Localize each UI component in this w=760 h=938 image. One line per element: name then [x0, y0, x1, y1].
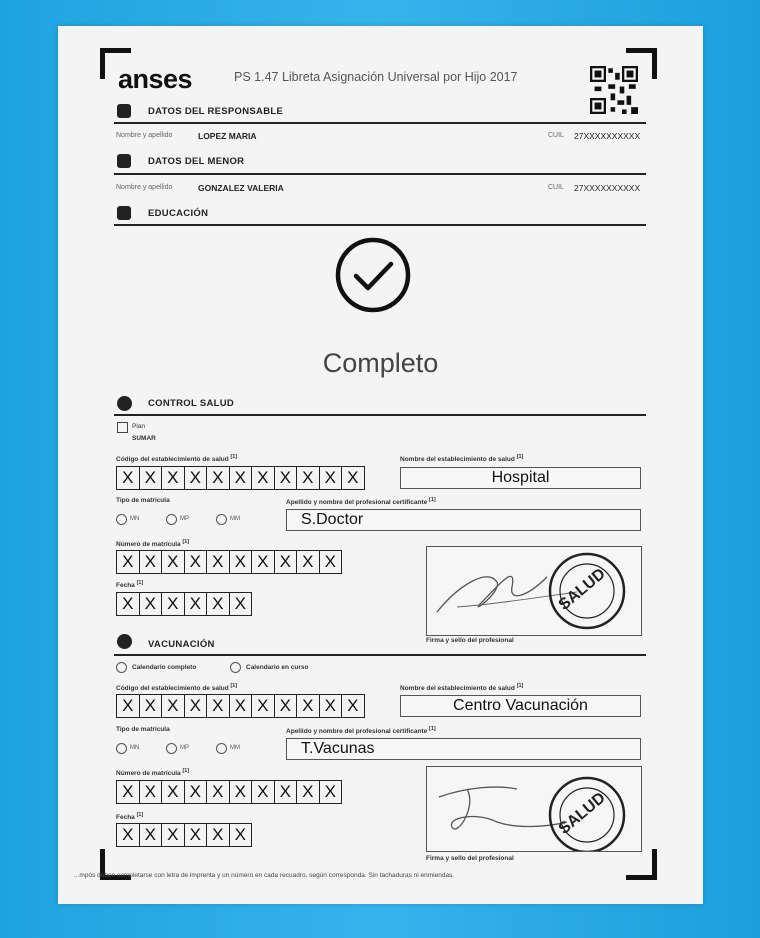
char-box: X — [117, 695, 140, 717]
vac-matricula-label: Número de matrícula [1] — [116, 768, 190, 778]
char-box: X — [140, 781, 163, 803]
section-menor-title: DATOS DEL MENOR — [148, 156, 245, 167]
menor-cuil-value: 27XXXXXXXXXX — [574, 183, 641, 193]
char-box: X — [117, 551, 140, 573]
salud-tipo-mn-radio[interactable] — [116, 514, 127, 525]
salud-nombre-est-label: Nombre del establecimiento de salud [1] — [400, 454, 524, 464]
char-box: X — [275, 781, 298, 803]
calendario-en-curso-radio[interactable] — [230, 662, 241, 673]
plan-sumar-checkbox[interactable] — [117, 422, 128, 433]
signature-icon — [427, 547, 641, 635]
vac-fecha-boxes[interactable] — [116, 823, 252, 847]
salud-tipo-mm-label: MM — [230, 516, 240, 522]
char-box: X — [117, 593, 140, 615]
section-educacion-title: EDUCACIÓN — [148, 208, 209, 219]
char-box: X — [207, 695, 230, 717]
salud-fecha-label: Fecha [1] — [116, 580, 144, 590]
char-box: X — [207, 551, 230, 573]
char-box: X — [185, 551, 208, 573]
document-icon — [117, 154, 131, 168]
document-title: PS 1.47 Libreta Asignación Universal por Hijo 2017 — [234, 70, 518, 84]
char-box: X — [162, 593, 185, 615]
char-box: X — [347, 696, 359, 715]
char-box: X — [252, 781, 275, 803]
menor-name-value: GONZALEZ VALERIA — [198, 183, 284, 193]
check-circle-icon — [334, 236, 412, 314]
char-box: X — [140, 695, 163, 717]
char-box: X — [140, 551, 163, 573]
divider — [114, 122, 646, 124]
char-box: X — [275, 551, 298, 573]
plan-label: Plan — [132, 423, 146, 430]
section-responsable-title: DATOS DEL RESPONSABLE — [148, 106, 284, 117]
char-box: X — [320, 467, 343, 489]
salud-nombre-est-field[interactable]: Hospital — [400, 467, 641, 489]
salud-tipo-label: Tipo de matrícula — [116, 497, 170, 504]
qr-code-icon — [590, 66, 638, 114]
vac-tipo-mp-label: MP — [180, 745, 189, 751]
education-status: Completo — [322, 348, 439, 378]
char-box: X — [185, 593, 208, 615]
char-box: X — [297, 695, 320, 717]
salud-tipo-mm-radio[interactable] — [216, 514, 227, 525]
vac-nombre-est-label: Nombre del establecimiento de salud [1] — [400, 683, 524, 693]
salud-firma-label: Firma y sello del profesional — [426, 637, 514, 644]
char-box: X — [207, 467, 230, 489]
form-paper — [58, 26, 703, 904]
menor-cuil-label: CUIL — [548, 184, 564, 191]
calendario-en-curso-label: Calendario en curso — [246, 664, 309, 671]
salud-prof-label: Apellido y nombre del profesional certificante [1] — [286, 497, 436, 507]
char-box: X — [117, 467, 140, 489]
vac-tipo-mm-label: MM — [230, 745, 240, 751]
vac-tipo-mm-radio[interactable] — [216, 743, 227, 754]
calendario-completo-label: Calendario completo — [132, 664, 197, 671]
divider — [114, 224, 646, 226]
char-box: X — [275, 467, 298, 489]
vac-signature-box — [426, 766, 642, 852]
char-box: X — [207, 824, 230, 846]
char-box: X — [117, 781, 140, 803]
char-box: X — [162, 695, 185, 717]
char-box: X — [275, 695, 298, 717]
char-box: X — [297, 551, 320, 573]
vac-prof-label: Apellido y nombre del profesional certificante [1] — [286, 726, 436, 736]
char-box: X — [140, 824, 163, 846]
char-box: X — [324, 782, 336, 801]
char-box: X — [234, 825, 246, 844]
divider — [114, 414, 646, 416]
menor-name-label: Nombre y apellido — [116, 184, 173, 191]
divider — [114, 173, 646, 175]
char-box: X — [140, 593, 163, 615]
salud-fecha-boxes[interactable] — [116, 592, 252, 616]
footer-instructions: ...mpos deben completarse con letra de imprenta y un número en cada recuadro, según corresponda. Sin tachaduras ni enmiendas. — [74, 872, 455, 879]
char-box: X — [252, 695, 275, 717]
char-box: X — [230, 467, 253, 489]
vac-tipo-label: Tipo de matrícula — [116, 726, 170, 733]
char-box: X — [185, 781, 208, 803]
vac-tipo-mp-radio[interactable] — [166, 743, 177, 754]
char-box: X — [140, 467, 163, 489]
salud-codigo-label: Código del establecimiento de salud [1] — [116, 454, 238, 464]
char-box: X — [207, 781, 230, 803]
responsable-cuil-label: CUIL — [548, 132, 564, 139]
char-box: X — [234, 594, 246, 613]
vac-nombre-est-field[interactable]: Centro Vacunación — [400, 695, 641, 717]
char-box: X — [252, 551, 275, 573]
plan-sub-label: SUMAR — [132, 435, 156, 442]
vac-tipo-mn-radio[interactable] — [116, 743, 127, 754]
char-box: X — [320, 695, 343, 717]
char-box: X — [162, 824, 185, 846]
salud-matricula-boxes[interactable] — [116, 550, 342, 574]
school-icon — [117, 206, 131, 220]
vac-codigo-boxes[interactable] — [116, 694, 365, 718]
vac-prof-field[interactable]: T.Vacunas — [286, 738, 641, 760]
salud-prof-field[interactable]: S.Doctor — [286, 509, 641, 531]
char-box: X — [162, 551, 185, 573]
document-icon — [117, 104, 131, 118]
salud-tipo-mn-label: MN — [130, 516, 140, 522]
char-box: X — [230, 781, 253, 803]
section-vacunacion-title: VACUNACIÓN — [148, 639, 215, 650]
vac-stamp-text: SALUD — [555, 789, 609, 838]
char-box: X — [252, 467, 275, 489]
char-box: X — [230, 551, 253, 573]
char-box: X — [185, 824, 208, 846]
section-salud-title: CONTROL SALUD — [148, 398, 235, 409]
divider — [114, 654, 646, 656]
signature-icon — [427, 767, 641, 851]
salud-stamp-text: SALUD — [555, 565, 609, 614]
char-box: X — [297, 781, 320, 803]
salud-tipo-mp-label: MP — [180, 516, 189, 522]
salud-tipo-mp-radio[interactable] — [166, 514, 177, 525]
salud-codigo-boxes[interactable] — [116, 466, 365, 490]
char-box: X — [185, 695, 208, 717]
responsable-name-label: Nombre y apellido — [116, 132, 173, 139]
anses-logo: anses — [118, 64, 193, 94]
salud-signature-box — [426, 546, 642, 636]
char-box: X — [162, 781, 185, 803]
char-box: X — [117, 824, 140, 846]
responsable-name-value: LOPEZ MARIA — [198, 131, 257, 141]
char-box: X — [207, 593, 230, 615]
vac-tipo-mn-label: MN — [130, 745, 140, 751]
char-box: X — [185, 467, 208, 489]
vac-matricula-boxes[interactable] — [116, 780, 342, 804]
salud-matricula-label: Número de matrícula [1] — [116, 539, 190, 549]
vac-fecha-label: Fecha [1] — [116, 812, 144, 822]
vac-codigo-label: Código del establecimiento de salud [1] — [116, 683, 238, 693]
char-box: X — [347, 468, 359, 487]
char-box: X — [324, 552, 336, 571]
char-box: X — [162, 467, 185, 489]
char-box: X — [230, 695, 253, 717]
plus-icon — [117, 396, 132, 411]
char-box: X — [297, 467, 320, 489]
calendario-completo-radio[interactable] — [116, 662, 127, 673]
syringe-icon — [117, 634, 132, 649]
vac-firma-label: Firma y sello del profesional — [426, 855, 514, 862]
responsable-cuil-value: 27XXXXXXXXXX — [574, 131, 641, 141]
